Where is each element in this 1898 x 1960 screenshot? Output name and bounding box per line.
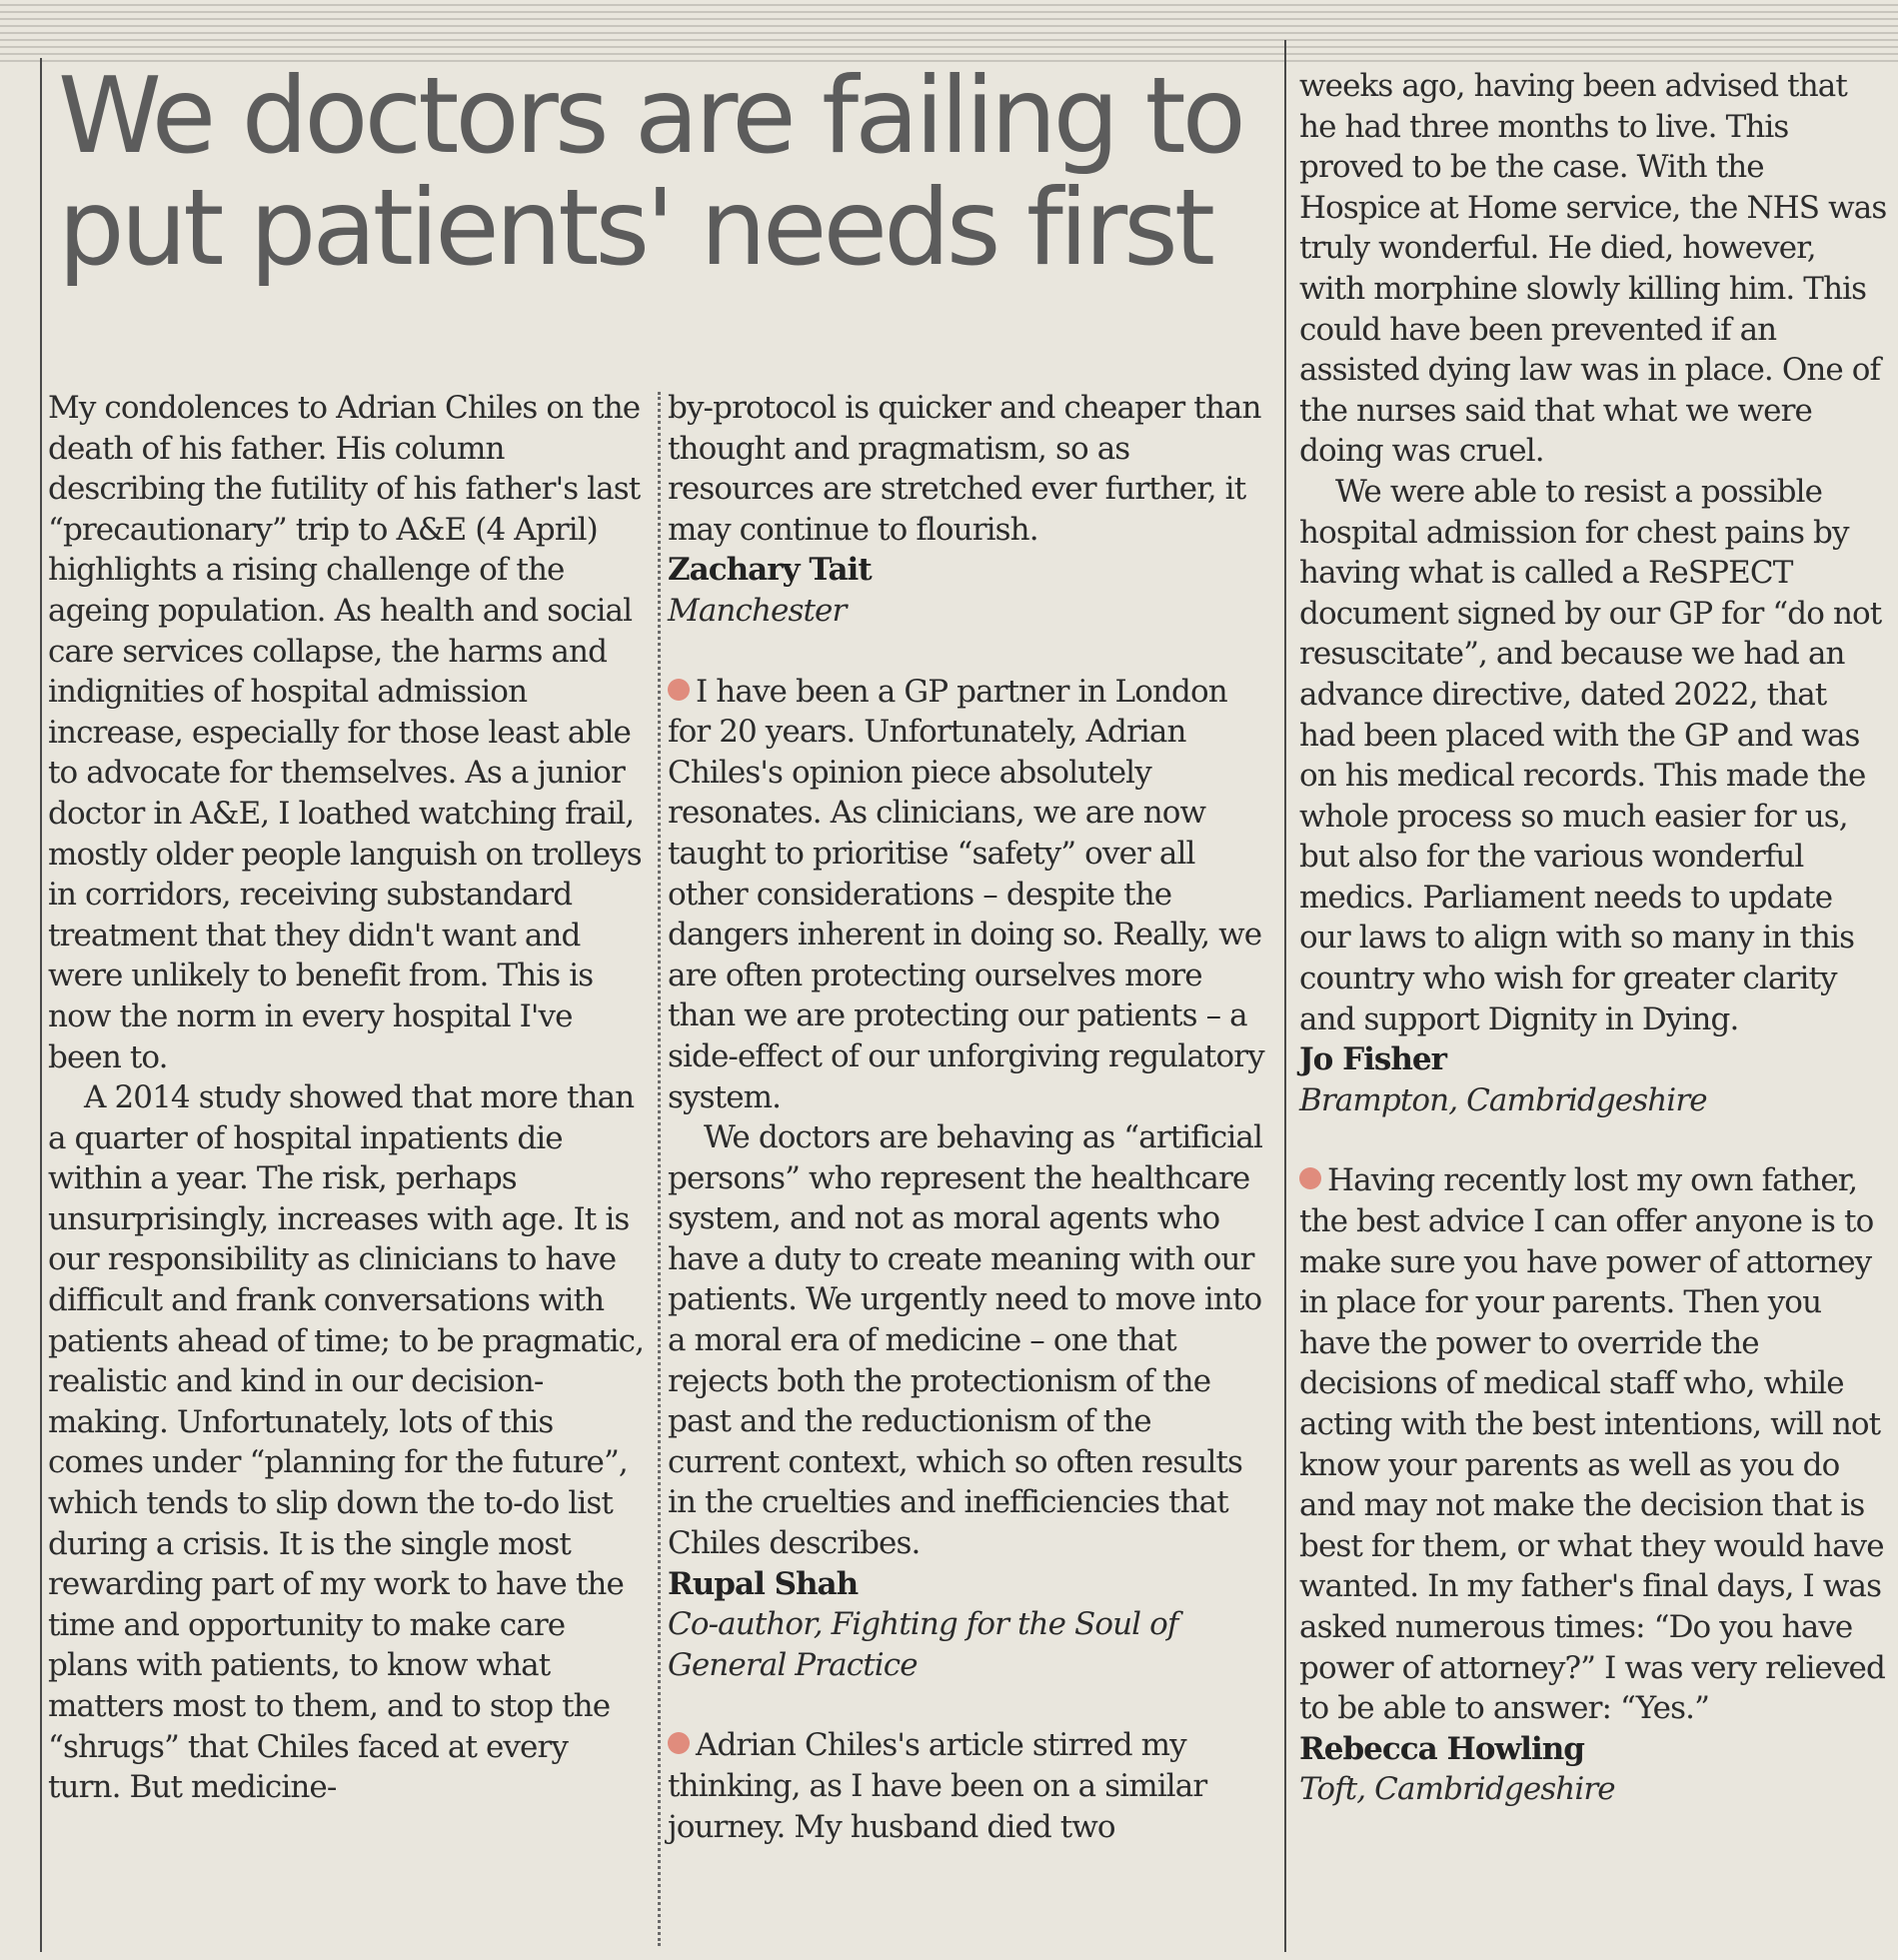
letter-1-location: Manchester bbox=[668, 592, 847, 629]
letter-3-author: Jo Fisher bbox=[1299, 1041, 1446, 1078]
headline bbox=[58, 55, 1257, 289]
letter-2-paragraph-1-text: I have been a GP partner in London for 20 years. Unfortunately, Adrian Chiles's opinion piece absolutely resonates. As clinicians, we are now taught to prioritise “safety” over all other considerations – despite the dangers inherent in doing so. Really, we are often protecting ourselves more than we are protecting our patients – a side-effect of our unforgiving regulatory system. bbox=[668, 673, 1264, 1115]
column-2 bbox=[668, 388, 1267, 1847]
letter-3-location: Brampton, Cambridgeshire bbox=[1299, 1081, 1707, 1118]
dotted-column-divider bbox=[658, 392, 661, 1946]
column-3 bbox=[1299, 66, 1889, 1810]
letter-1-paragraph-1: My condolences to Adrian Chiles on the death of his father. His column describing the futility of his father's last “precautionary” trip to A&E (4 April) highlights a rising challenge of the ageing population. As health and social care services collapse, the harms and indignities of hospital admission increase, especially for those least able to advocate for themselves. As a junior doctor in A&E, I loathed watching frail, mostly older people languish on trolleys in corridors, receiving substandard treatment that they didn't want and were unlikely to benefit from. This is now the norm in every hospital I've been to. bbox=[48, 390, 642, 1075]
letter-2-paragraph-1 bbox=[668, 672, 1267, 1118]
headline-line-2: put patients' needs first bbox=[58, 167, 1212, 289]
letter-1-paragraph-2: A 2014 study showed that more than a quarter of hospital inpatients die within a year. The risk, perhaps unsurprisingly, increases with age. It is our responsibility as clinicians to have difficult and frank conversations with patients ahead of time; to be pragmatic, realistic and kind in our decision-making. Unfortunately, lots of this comes under “planning for the future”, which tends to slip down the to-do list during a crisis. It is the single most rewarding part of my work to have the time and opportunity to make care plans with patients, to know what matters most to them, and to stop the “shrugs” that Chiles faced at every turn. But medicine- bbox=[48, 1079, 645, 1806]
letter-2-affiliation: Co-author, Fighting for the Soul of General Practice bbox=[668, 1606, 1178, 1683]
letter-2-author: Rupal Shah bbox=[668, 1565, 859, 1602]
letter-2-paragraph-2: We doctors are behaving as “artificial persons” who represent the healthcare system, and not as moral agents who have a duty to create meaning with our patients. We urgently need to move into a moral era of medicine – one that rejects both the protectionism of the past and the reductionism of the current context, which so often results in the cruelties and inefficiencies that Chiles describes. bbox=[668, 1119, 1262, 1562]
bullet-dot-icon bbox=[668, 679, 690, 701]
right-column-rule bbox=[1284, 40, 1286, 1952]
bullet-dot-icon bbox=[668, 1732, 690, 1754]
letter-3-paragraph-2: We were able to resist a possible hospital admission for chest pains by having what is called a ReSPECT document signed by our GP for “do not resuscitate”, and because we had an advance directive, dated 2022, that had been placed with the GP and was on his medical records. This made the whole process so much easier for us, but also for the various wonderful medics. Parliament needs to update our laws to align with so many in this country who wish for greater clarity and support Dignity in Dying. bbox=[1299, 473, 1882, 1037]
letter-4-paragraph-1 bbox=[1299, 1160, 1889, 1728]
bullet-dot-icon bbox=[1299, 1167, 1321, 1189]
letter-1-author: Zachary Tait bbox=[668, 552, 872, 589]
headline-line-1: We doctors are failing to bbox=[58, 55, 1242, 177]
letter-4-location: Toft, Cambridgeshire bbox=[1299, 1771, 1615, 1808]
letter-3-paragraph-1 bbox=[668, 1725, 1267, 1847]
masthead-rule-lines bbox=[0, 0, 1898, 62]
letter-1-paragraph-continued: by-protocol is quicker and cheaper than thought and pragmatism, so as resources are stretched ever further, it may continue to flourish. bbox=[668, 390, 1261, 548]
letter-3-paragraph-1-text: Adrian Chiles's article stirred my thinking, as I have been on a similar journey. My husband died two bbox=[668, 1727, 1207, 1845]
left-column-rule bbox=[40, 58, 42, 1952]
letter-4-paragraph-1-text: Having recently lost my own father, the best advice I can offer anyone is to make sure you have power of attorney in place for your parents. Then you have the power to override the decisions of medical staff who, while acting with the best intentions, will not know your parents as well as you do and may not make the decision that is best for them, or what they would have wanted. In my father's final days, I was asked numerous times: “Do you have power of attorney?” I was very relieved to be able to answer: “Yes.” bbox=[1299, 1162, 1885, 1727]
column-1 bbox=[48, 388, 648, 1808]
letter-4-author: Rebecca Howling bbox=[1299, 1730, 1584, 1767]
letter-3-paragraph-continued: weeks ago, having been advised that he had three months to live. This proved to be the case. With the Hospice at Home service, the NHS was truly wonderful. He died, however, with morphine slowly killing him. This could have been prevented if an assisted dying law was in place. One of the nurses said that what we were doing was cruel. bbox=[1299, 68, 1887, 470]
